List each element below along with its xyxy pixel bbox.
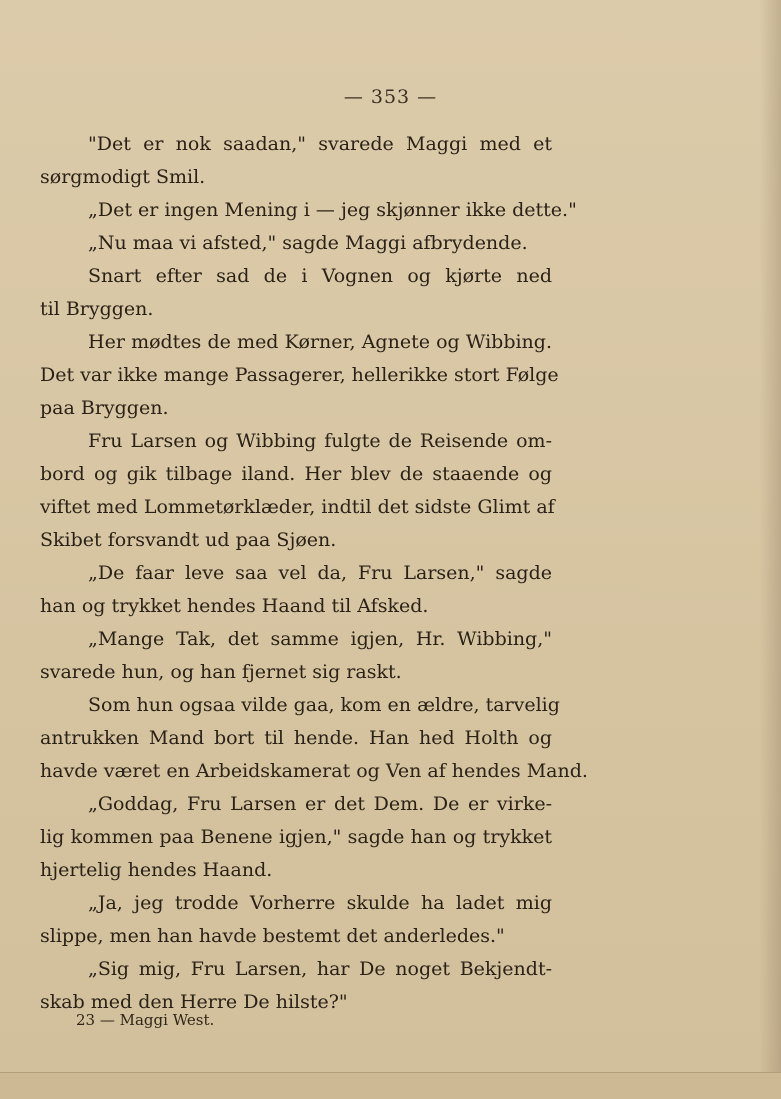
body-text xyxy=(40,128,588,1019)
text-line: til Bryggen. xyxy=(40,298,154,320)
text-line: Som hun ogsaa vilde gaa, kom en ældre, tarvelig xyxy=(88,694,560,716)
text-line: „Mange Tak, det samme igjen, Hr. Wibbing," xyxy=(88,628,552,650)
text-line: "Det er nok saadan," svarede Maggi med et xyxy=(88,133,552,155)
text-line: „Ja, jeg trodde Vorherre skulde ha ladet mig xyxy=(88,892,552,914)
text-line: svarede hun, og han fjernet sig raskt. xyxy=(40,661,402,683)
text-line: viftet med Lommetørklæder, indtil det sidste Glimt af xyxy=(40,496,555,518)
text-line: lig kommen paa Benene igjen," sagde han og trykket xyxy=(40,826,552,848)
text-line: skab med den Herre De hilste?" xyxy=(40,991,348,1013)
page-bottom-edge xyxy=(0,1072,781,1099)
text-line: slippe, men han havde bestemt det anderledes." xyxy=(40,925,505,947)
text-line: „Sig mig, Fru Larsen, har De noget Bekjendt- xyxy=(88,958,552,980)
text-line: „Nu maa vi afsted," sagde Maggi afbrydende. xyxy=(88,232,528,254)
text-line: Fru Larsen og Wibbing fulgte de Reisende om- xyxy=(88,430,552,452)
text-line: „Det er ingen Mening i — jeg skjønner ikke dette." xyxy=(88,199,577,221)
text-line: Det var ikke mange Passagerer, hellerikke stort Følge xyxy=(40,364,559,386)
page-number: — 353 — xyxy=(343,86,438,108)
text-line: hjertelig hendes Haand. xyxy=(40,859,273,881)
text-line: antrukken Mand bort til hende. Han hed Holth og xyxy=(40,727,552,749)
text-line: „De faar leve saa vel da, Fru Larsen," sagde xyxy=(88,562,552,584)
text-line: Skibet forsvandt ud paa Sjøen. xyxy=(40,529,337,551)
signature-mark: 23 — Maggi West. xyxy=(76,1011,215,1029)
text-line: Her mødtes de med Kørner, Agnete og Wibbing. xyxy=(88,331,552,353)
text-line: paa Bryggen. xyxy=(40,397,169,419)
text-line: bord og gik tilbage iland. Her blev de staaende og xyxy=(40,463,552,485)
text-line: han og trykket hendes Haand til Afsked. xyxy=(40,595,429,617)
text-line: „Goddag, Fru Larsen er det Dem. De er virke- xyxy=(88,793,552,815)
text-line: havde været en Arbeidskamerat og Ven af hendes Mand. xyxy=(40,760,588,782)
text-line: Snart efter sad de i Vognen og kjørte ned xyxy=(88,265,552,287)
page-gutter-shadow xyxy=(759,0,781,1098)
text-line: sørgmodigt Smil. xyxy=(40,166,206,188)
